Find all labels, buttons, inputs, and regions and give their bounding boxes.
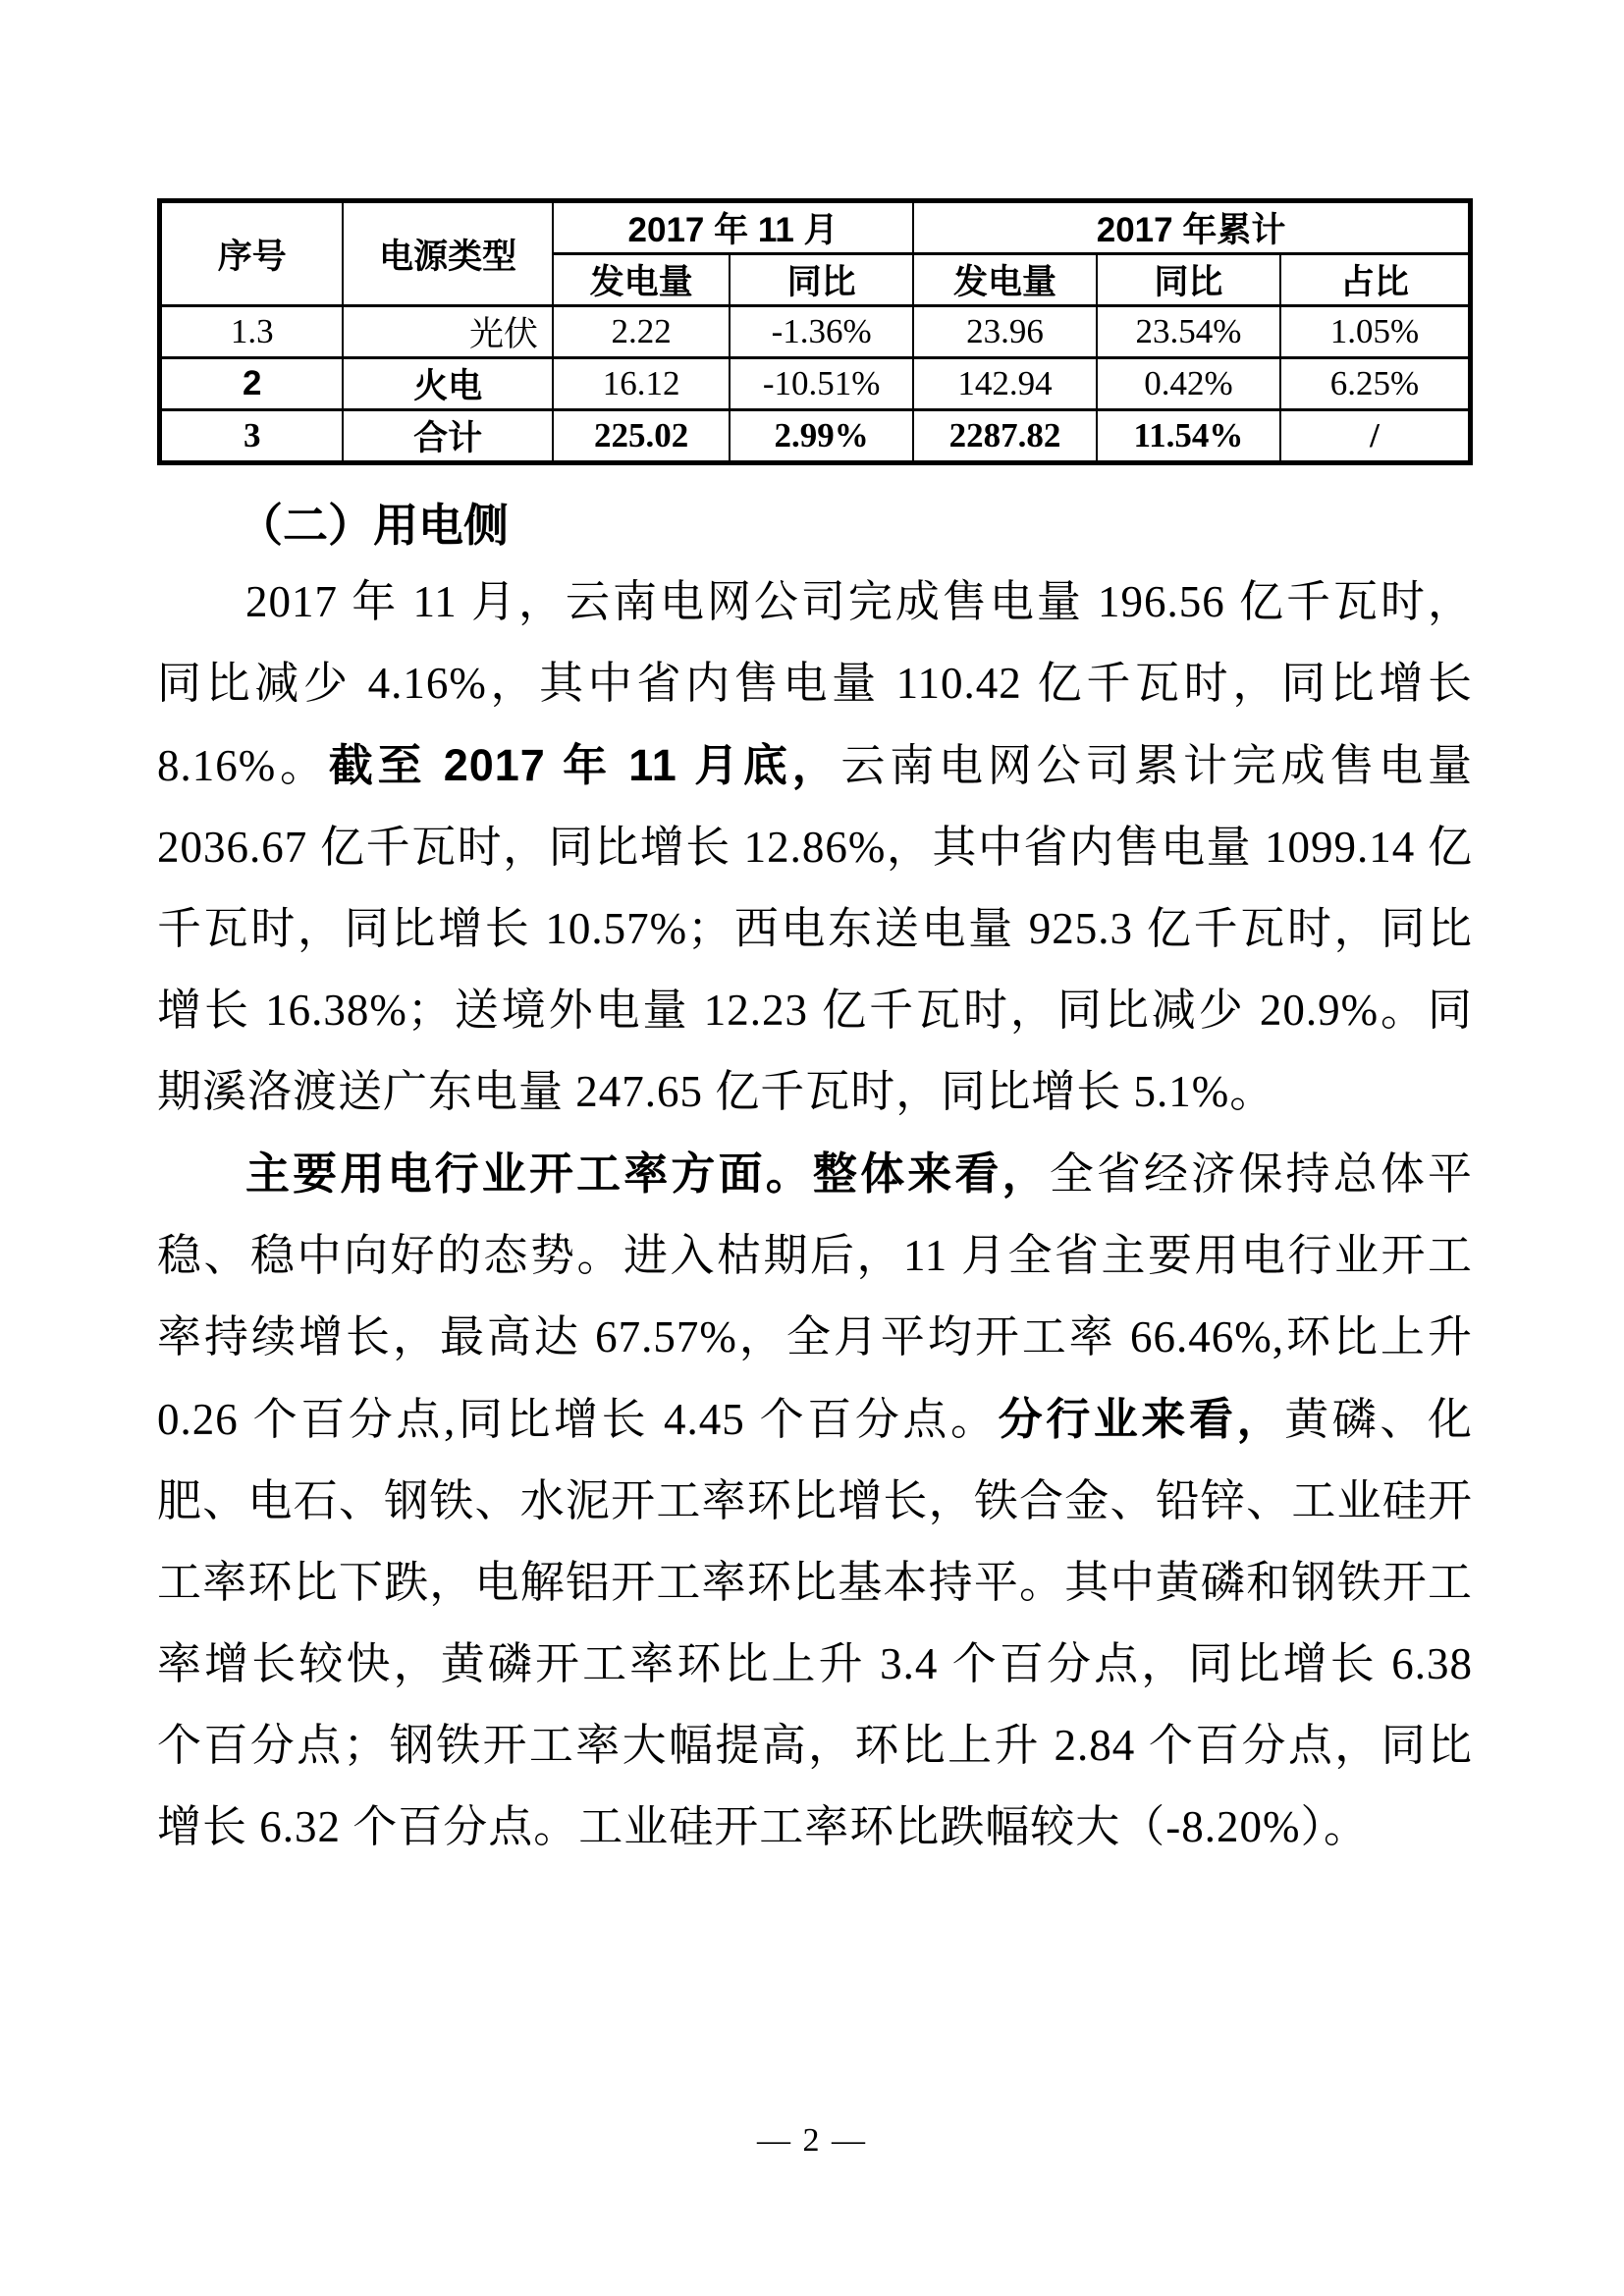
header-group-cumulative: 2017 年累计: [913, 201, 1470, 254]
table-cell: -10.51%: [730, 358, 913, 410]
table-cell: 225.02: [553, 410, 730, 463]
table-cell: /: [1280, 410, 1471, 463]
power-generation-table: [157, 198, 1473, 465]
table-row: [160, 358, 1471, 410]
text-run: 云南电网公司累计完成售电量 2036.67 亿千瓦时，同比增长 12.86%，其中省内售电量 1099.14 亿千瓦时，同比增长 10.57%；西电东送电量 925.3 亿千瓦时，同比增长 16.38%；送境外电量 12.23 亿千瓦时，同比减少 20.9%。同期溪洛渡送广东电量 247.65 亿千瓦时，同比增长 5.1%。: [157, 741, 1473, 1116]
header-index: 序号: [160, 201, 344, 306]
table-header-row-group: [160, 201, 1471, 254]
table-row: [160, 306, 1471, 358]
header-source-type: 电源类型: [343, 201, 553, 306]
text-run-bold: 分行业来看，: [998, 1394, 1285, 1444]
table-cell: 11.54%: [1097, 410, 1280, 463]
table-cell: 6.25%: [1280, 358, 1471, 410]
subheader-yoy-cumulative: 同比: [1097, 254, 1280, 306]
subheader-share: 占比: [1280, 254, 1471, 306]
paragraph-electricity-sales: [157, 561, 1473, 1133]
subheader-generation-month: 发电量: [553, 254, 730, 306]
table-cell: 合计: [343, 410, 553, 463]
text-run: 黄磷、化肥、电石、钢铁、水泥开工率环比增长，铁合金、铅锌、工业硅开工率环比下跌，电解铝开工率环比基本持平。其中黄磷和钢铁开工率增长较快，黄磷开工率环比上升 3.4 个百分点，同比增长 6.38 个百分点；钢铁开工率大幅提高，环比上升 2.84 个百分点，同比增长 6.32 个百分点。工业硅开工率环比跌幅较大（-8.20%）。: [157, 1395, 1473, 1851]
table-cell: 2: [160, 358, 344, 410]
header-group-month: 2017 年 11 月: [553, 201, 913, 254]
page-content: [157, 198, 1473, 1868]
table-cell: 23.96: [913, 306, 1097, 358]
text-run: 全省经济保持总体平稳、稳中向好的态势。进入枯期后，11 月全省主要用电行业开工率持续增长，最高达 67.57%，全月平均开工率 66.46%,环比上升 0.26 个百分点,同比增长 4.45 个百分点。: [157, 1149, 1473, 1444]
table-cell: 0.42%: [1097, 358, 1280, 410]
text-run-bold: 截至 2017 年 11 月底，: [328, 740, 841, 790]
table-cell: 3: [160, 410, 344, 463]
page-number: — 2 —: [757, 2122, 867, 2159]
table-cell: 2287.82: [913, 410, 1097, 463]
section-heading: （二）用电侧: [238, 500, 509, 551]
subheader-generation-cumulative: 发电量: [913, 254, 1097, 306]
text-run-bold: 主要用电行业开工率方面。整体来看，: [245, 1148, 1050, 1199]
table-cell: 光伏: [343, 306, 553, 358]
table-row-total: [160, 410, 1471, 463]
table-cell: 1.05%: [1280, 306, 1471, 358]
table-cell: 1.3: [160, 306, 344, 358]
table-cell: 火电: [343, 358, 553, 410]
text-run: 2017 年 11 月，云南电网公司完成售电量 196.56 亿千瓦时，同比减少 4.16%，其中省内售电量 110.42 亿千瓦时，同比增长 8.16%。: [157, 577, 1473, 790]
table-cell: 23.54%: [1097, 306, 1280, 358]
subheader-yoy-month: 同比: [730, 254, 913, 306]
table-cell: 16.12: [553, 358, 730, 410]
paragraph-industry-operating-rate: [157, 1133, 1473, 1868]
table-cell: 142.94: [913, 358, 1097, 410]
table-cell: -1.36%: [730, 306, 913, 358]
table-cell: 2.22: [553, 306, 730, 358]
table-cell: 2.99%: [730, 410, 913, 463]
